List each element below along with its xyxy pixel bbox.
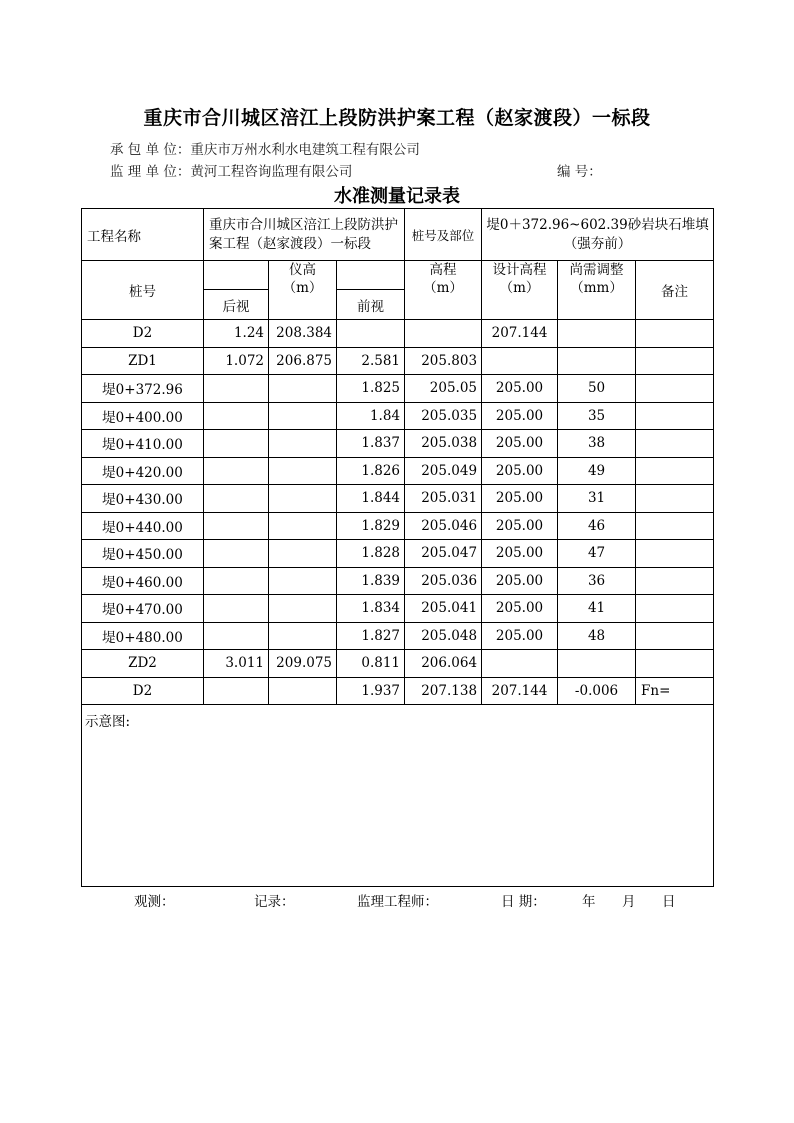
cell-foresight: 1.827 xyxy=(337,622,405,650)
cell-remark xyxy=(636,402,714,430)
cell-instrument-height: 206.875 xyxy=(269,347,337,375)
project-name-value: 重庆市合川城区涪江上段防洪护案工程（赵家渡段）一标段 xyxy=(204,209,405,261)
col-elevation-label: 高程 xyxy=(429,262,457,278)
cell-backsight xyxy=(204,457,269,485)
cell-station: 堤0+372.96 xyxy=(82,375,204,403)
cell-remark xyxy=(636,650,714,678)
cell-station: 堤0+430.00 xyxy=(82,485,204,513)
cell-remark xyxy=(636,567,714,595)
cell-elevation: 205.05 xyxy=(405,375,482,403)
cell-remark: Fn= xyxy=(636,677,714,705)
col-adjust-label: 尚需调整 xyxy=(569,262,624,278)
cell-station: ZD1 xyxy=(82,347,204,375)
col-design-elevation-label: 设计高程 xyxy=(492,262,547,278)
cell-foresight: 2.581 xyxy=(337,347,405,375)
col-instrument-height-unit: （m） xyxy=(282,280,323,296)
col-adjust xyxy=(558,261,636,320)
cell-elevation: 205.038 xyxy=(405,430,482,458)
cell-elevation: 206.064 xyxy=(405,650,482,678)
cell-design-elevation: 207.144 xyxy=(482,677,558,705)
cell-station: D2 xyxy=(82,677,204,705)
footer-month: 月 xyxy=(622,894,636,910)
cell-elevation: 205.046 xyxy=(405,512,482,540)
supervisor-line xyxy=(110,160,352,180)
cell-design-elevation: 205.00 xyxy=(482,512,558,540)
cell-remark xyxy=(636,595,714,623)
cell-foresight: 1.829 xyxy=(337,512,405,540)
cell-backsight xyxy=(204,567,269,595)
col-elevation xyxy=(405,261,482,320)
table-row xyxy=(82,567,714,595)
table-row xyxy=(82,320,714,348)
col-foresight: 前视 xyxy=(337,290,405,320)
cell-backsight xyxy=(204,402,269,430)
number-label: 编 号： xyxy=(557,164,602,180)
col-adjust-unit: （mm） xyxy=(570,280,623,296)
sketch-row xyxy=(82,705,714,887)
station-location-value: 堤0＋372.96~602.39砂岩块石堆填（强夯前） xyxy=(482,209,714,261)
supervisor-label: 监 理 单 位： xyxy=(110,164,191,180)
cell-foresight xyxy=(337,320,405,348)
cell-remark xyxy=(636,320,714,348)
cell-station: 堤0+440.00 xyxy=(82,512,204,540)
cell-adjust: 47 xyxy=(558,540,636,568)
cell-station: 堤0+470.00 xyxy=(82,595,204,623)
contractor-value: 重庆市万州水利水电建筑工程有限公司 xyxy=(190,142,420,158)
cell-backsight xyxy=(204,485,269,513)
footer-day: 日 xyxy=(662,894,676,910)
cell-backsight xyxy=(204,677,269,705)
cell-remark xyxy=(636,430,714,458)
cell-foresight: 1.825 xyxy=(337,375,405,403)
cell-remark xyxy=(636,485,714,513)
cell-adjust: -0.006 xyxy=(558,677,636,705)
cell-station: 堤0+450.00 xyxy=(82,540,204,568)
cell-foresight: 0.811 xyxy=(337,650,405,678)
cell-backsight: 1.24 xyxy=(204,320,269,348)
header-row-1 xyxy=(82,261,714,290)
cell-remark xyxy=(636,375,714,403)
cell-foresight: 1.844 xyxy=(337,485,405,513)
cell-adjust xyxy=(558,320,636,348)
cell-design-elevation: 205.00 xyxy=(482,485,558,513)
cell-instrument-height: 209.075 xyxy=(269,650,337,678)
table-row xyxy=(82,457,714,485)
col-remark: 备注 xyxy=(636,261,714,320)
cell-design-elevation: 205.00 xyxy=(482,567,558,595)
info-row xyxy=(82,209,714,261)
cell-backsight xyxy=(204,430,269,458)
cell-elevation: 205.035 xyxy=(405,402,482,430)
cell-adjust: 46 xyxy=(558,512,636,540)
cell-backsight: 1.072 xyxy=(204,347,269,375)
cell-adjust: 31 xyxy=(558,485,636,513)
cell-design-elevation: 205.00 xyxy=(482,540,558,568)
cell-foresight: 1.937 xyxy=(337,677,405,705)
cell-instrument-height xyxy=(269,485,337,513)
table-row xyxy=(82,650,714,678)
leveling-record-table xyxy=(81,208,714,887)
cell-elevation: 207.138 xyxy=(405,677,482,705)
cell-station: 堤0+410.00 xyxy=(82,430,204,458)
cell-elevation: 205.047 xyxy=(405,540,482,568)
cell-station: ZD2 xyxy=(82,650,204,678)
table-row xyxy=(82,622,714,650)
cell-remark xyxy=(636,622,714,650)
cell-elevation xyxy=(405,320,482,348)
col-instrument-height-label: 仪高 xyxy=(289,262,316,278)
cell-design-elevation: 205.00 xyxy=(482,402,558,430)
cell-elevation: 205.049 xyxy=(405,457,482,485)
cell-adjust xyxy=(558,650,636,678)
table-row xyxy=(82,347,714,375)
table-row xyxy=(82,402,714,430)
cell-adjust: 48 xyxy=(558,622,636,650)
sketch-area: 示意图: xyxy=(82,705,714,887)
cell-foresight: 1.839 xyxy=(337,567,405,595)
project-name-label: 工程名称 xyxy=(82,209,204,261)
cell-adjust: 41 xyxy=(558,595,636,623)
cell-elevation: 205.031 xyxy=(405,485,482,513)
table-row xyxy=(82,485,714,513)
footer-date: 日 期： xyxy=(501,894,546,910)
cell-adjust: 36 xyxy=(558,567,636,595)
footer-recorder: 记录： xyxy=(254,894,295,910)
cell-design-elevation xyxy=(482,650,558,678)
cell-station: 堤0+400.00 xyxy=(82,402,204,430)
cell-design-elevation: 207.144 xyxy=(482,320,558,348)
cell-remark xyxy=(636,457,714,485)
cell-instrument-height xyxy=(269,375,337,403)
col-instrument-height xyxy=(269,261,337,320)
cell-station: 堤0+480.00 xyxy=(82,622,204,650)
cell-elevation: 205.036 xyxy=(405,567,482,595)
station-location-label: 桩号及部位 xyxy=(405,209,482,261)
cell-instrument-height xyxy=(269,457,337,485)
cell-remark xyxy=(636,512,714,540)
cell-remark xyxy=(636,347,714,375)
cell-backsight xyxy=(204,375,269,403)
supervisor-value: 黄河工程咨询监理有限公司 xyxy=(190,164,353,180)
cell-adjust: 50 xyxy=(558,375,636,403)
cell-instrument-height: 208.384 xyxy=(269,320,337,348)
cell-station: D2 xyxy=(82,320,204,348)
cell-instrument-height xyxy=(269,595,337,623)
cell-elevation: 205.041 xyxy=(405,595,482,623)
cell-adjust: 49 xyxy=(558,457,636,485)
cell-design-elevation: 205.00 xyxy=(482,622,558,650)
cell-elevation: 205.048 xyxy=(405,622,482,650)
col-backsight-top xyxy=(204,261,269,290)
cell-foresight: 1.828 xyxy=(337,540,405,568)
cell-backsight xyxy=(204,622,269,650)
cell-instrument-height xyxy=(269,402,337,430)
footer-observer: 观测： xyxy=(134,894,175,910)
cell-instrument-height xyxy=(269,430,337,458)
table-row xyxy=(82,540,714,568)
col-design-elevation xyxy=(482,261,558,320)
cell-design-elevation xyxy=(482,347,558,375)
cell-foresight: 1.826 xyxy=(337,457,405,485)
cell-adjust: 35 xyxy=(558,402,636,430)
footer-year: 年 xyxy=(582,894,596,910)
col-elevation-unit: （m） xyxy=(423,280,463,296)
contractor-label: 承 包 单 位： xyxy=(110,142,191,158)
cell-foresight: 1.834 xyxy=(337,595,405,623)
contractor-line xyxy=(110,138,420,158)
cell-instrument-height xyxy=(269,677,337,705)
cell-station: 堤0+420.00 xyxy=(82,457,204,485)
cell-design-elevation: 205.00 xyxy=(482,430,558,458)
table-body xyxy=(82,320,714,705)
cell-backsight: 3.011 xyxy=(204,650,269,678)
cell-design-elevation: 205.00 xyxy=(482,457,558,485)
cell-instrument-height xyxy=(269,567,337,595)
document-title: 重庆市合川城区涪江上段防洪护案工程（赵家渡段）一标段 xyxy=(143,107,651,129)
col-backsight: 后视 xyxy=(204,290,269,320)
form-title: 水准测量记录表 xyxy=(334,186,460,207)
cell-design-elevation: 205.00 xyxy=(482,375,558,403)
cell-adjust: 38 xyxy=(558,430,636,458)
cell-foresight: 1.837 xyxy=(337,430,405,458)
cell-backsight xyxy=(204,512,269,540)
table-row xyxy=(82,375,714,403)
cell-instrument-height xyxy=(269,540,337,568)
cell-adjust xyxy=(558,347,636,375)
table-row xyxy=(82,595,714,623)
table-row xyxy=(82,677,714,705)
cell-instrument-height xyxy=(269,512,337,540)
cell-instrument-height xyxy=(269,622,337,650)
table-row xyxy=(82,430,714,458)
cell-foresight: 1.84 xyxy=(337,402,405,430)
cell-backsight xyxy=(204,595,269,623)
cell-design-elevation: 205.00 xyxy=(482,595,558,623)
col-design-elevation-unit: （m） xyxy=(499,280,540,296)
table-row xyxy=(82,512,714,540)
col-foresight-top xyxy=(337,261,405,290)
cell-elevation: 205.803 xyxy=(405,347,482,375)
footer-supervisor: 监理工程师： xyxy=(357,894,438,910)
cell-station: 堤0+460.00 xyxy=(82,567,204,595)
cell-backsight xyxy=(204,540,269,568)
col-station: 桩号 xyxy=(82,261,204,320)
cell-remark xyxy=(636,540,714,568)
